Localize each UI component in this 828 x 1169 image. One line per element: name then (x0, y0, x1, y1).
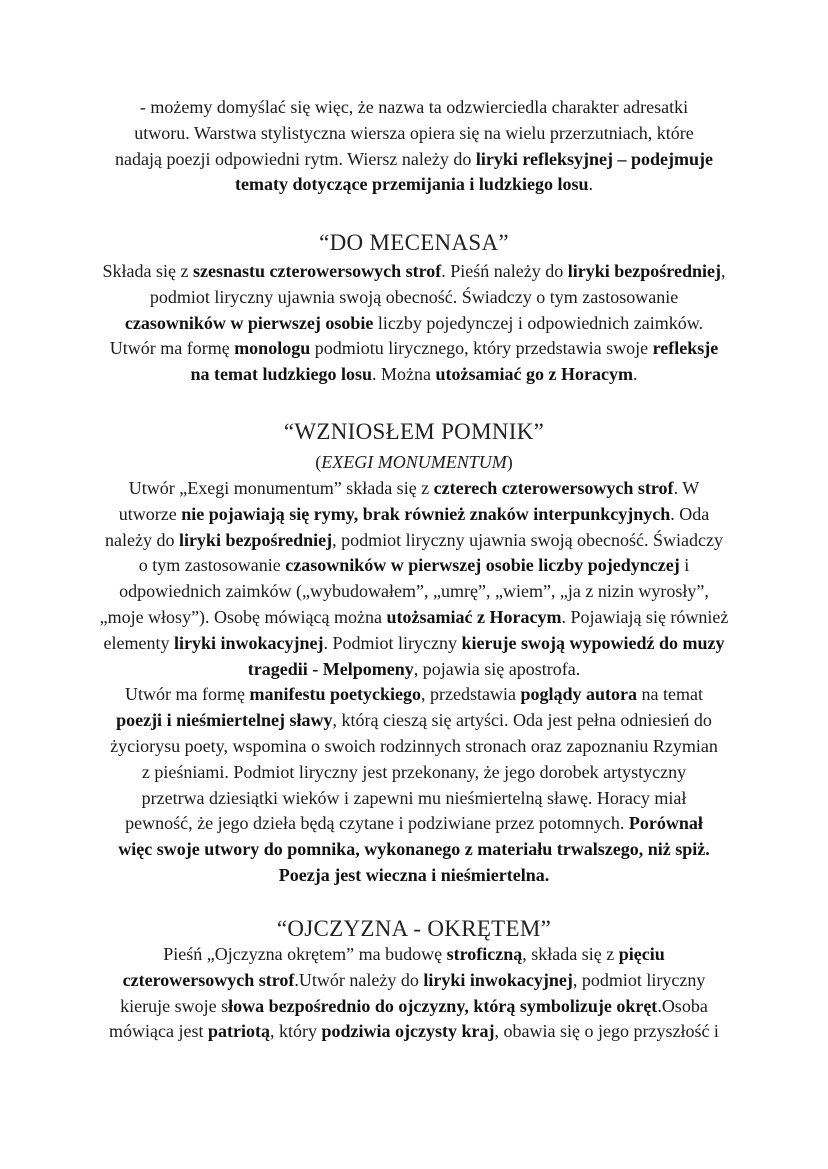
bold-text: liryki bezpośredniej (178, 529, 333, 550)
bold-text: czasowników w pierwszej osobie (124, 312, 374, 333)
bold-text: utożsamiać z Horacym (386, 606, 562, 627)
text: Pieśń „Ojczyzna okrętem” ma budowę (163, 944, 447, 964)
text: z pieśniami. Podmiot liryczny jest przekonany, że jego dorobek artystyczny (141, 761, 687, 782)
subtitle-text: EXEGI MONUMENTUM (321, 452, 507, 472)
text: przetrwa dziesiątki wieków i zapewni mu nieśmiertelną sławę. Horacy miał (141, 787, 687, 808)
text: , który (270, 1021, 322, 1042)
section-heading-ojczyzna-okretem: “OJCZYZNA - OKRĘTEM” (276, 916, 552, 941)
text: o tym zastosowanie (138, 555, 286, 576)
text: życiorysu poety, wspomina o swoich rodzinnych stronach oraz zapoznaniu Rzymian (110, 735, 718, 756)
text: utworu. Warstwa stylistyczna wiersza opiera się na wielu przerzutniach, które (134, 122, 694, 143)
bold-text: refleksje (652, 338, 719, 359)
text-line (0, 631, 828, 657)
text-line (0, 863, 828, 889)
text: , przedstawia (420, 684, 521, 705)
bold-text: Porównał (628, 813, 703, 834)
bold-text: utożsamiać go z Horacym (435, 364, 633, 385)
bold-text: liryki inwokacyjnej (173, 632, 324, 653)
bold-text: nie pojawiają się rymy, brak również znaków interpunkcyjnych (181, 503, 671, 524)
text: . Oda (670, 503, 710, 524)
text: , podmiot liryczny (572, 969, 706, 990)
text-line (0, 476, 828, 502)
text-line (0, 362, 828, 388)
text: , obawia się o jego przyszłość i (494, 1021, 719, 1042)
text-line (0, 95, 828, 121)
text: . Pojawiają się również (561, 606, 729, 627)
text-line (0, 311, 828, 337)
text-line (0, 605, 828, 631)
text: nadają poezji odpowiedni rytm. Wiersz należy do (115, 148, 476, 169)
text: Składa się z (102, 261, 194, 281)
do-mecenasa-paragraph (0, 259, 828, 388)
text: , (720, 261, 726, 281)
text-line (0, 708, 828, 734)
text: , pojawia się apostrofa. (413, 658, 581, 679)
text: odpowiednich zaimków („wybudowałem”, „umrę”, „wiem”, „ja z nizin wyrosły”, (119, 581, 709, 602)
text: . W (673, 478, 700, 498)
text: podmiot liryczny ujawnia swoją obecność. Świadczy o tym zastosowanie (149, 286, 679, 307)
text: mówiąca jest (109, 1021, 209, 1042)
wznioslem-pomnik-paragraph (0, 476, 828, 889)
text-line (0, 1019, 828, 1045)
text: , którą cieszą się artyści. Oda jest pełna odniesień do (332, 710, 712, 731)
text: elementy (103, 632, 174, 653)
bold-text: czasowników w pierwszej osobie liczby pojedynczej (285, 555, 680, 576)
bold-text: liryki inwokacyjnej (423, 969, 573, 990)
text-line (0, 553, 828, 579)
bold-text: łowa bezpośrednio do ojczyzny, którą symbolizuje okręt (228, 995, 658, 1016)
text-line (0, 172, 828, 198)
bold-text: kieruje swoją wypowiedź do muzy (461, 632, 725, 653)
text: kieruje swoje s (120, 995, 229, 1016)
text: podmiotu lirycznego, który przedstawia swoje (310, 338, 653, 359)
text-line (0, 760, 828, 786)
text-line (0, 259, 828, 285)
text: utworze (118, 503, 182, 524)
text-line (0, 994, 828, 1020)
text: należy do (104, 529, 179, 550)
text: , podmiot liryczny ujawnia swoją obecność. Świadczy (332, 529, 724, 550)
text-line (0, 657, 828, 683)
bold-text: czterech czterowersowych strof (433, 478, 674, 498)
section-heading-do-mecenasa: “DO MECENASA” (319, 230, 509, 255)
section-heading-wznioslem-pomnik: “WZNIOSŁEM POMNIK” (283, 419, 545, 444)
text: . Pieśń należy do (441, 261, 568, 281)
text-line (0, 528, 828, 554)
text-line (0, 734, 828, 760)
bold-text: tematy dotyczące przemijania i ludzkiego losu (235, 174, 589, 195)
text: „moje włosy”). Osobę mówiącą można (99, 606, 387, 627)
text-line (0, 336, 828, 362)
bold-text: na temat ludzkiego losu (190, 364, 373, 385)
subtitle-paren-open: ( (315, 452, 322, 472)
bold-text: pięciu (618, 944, 665, 964)
bold-text: poezji i nieśmiertelnej sławy (116, 710, 333, 731)
bold-text: podziwia ojczysty kraj (321, 1021, 495, 1042)
text-line (0, 968, 828, 994)
text-line (0, 811, 828, 837)
text-line (0, 682, 828, 708)
text-line (0, 285, 828, 311)
bold-text: tragedii - Melpomeny (247, 658, 414, 679)
text: Utwór ma formę (125, 684, 250, 705)
section-subheading-exegi-monumentum (0, 449, 828, 475)
text: Utwór ma formę (109, 338, 235, 359)
text: Utwór „Exegi monumentum” składa się z (128, 478, 434, 498)
bold-text: szesnastu czterowersowych strof (193, 261, 442, 281)
text-line (0, 837, 828, 863)
text-line (0, 579, 828, 605)
text: pewność, że jego dzieła będą czytane i podziwiane przez potomnych. (125, 813, 629, 834)
text: .Utwór należy do (294, 969, 424, 990)
bold-text: liryki refleksyjnej – podejmuje (475, 148, 713, 169)
text-line (0, 502, 828, 528)
text: .Osoba (657, 995, 708, 1016)
text: , składa się z (522, 944, 619, 964)
bold-text: poglądy autora (520, 684, 637, 705)
text-line (0, 147, 828, 173)
bold-text: manifestu poetyckiego (249, 684, 421, 705)
text: - możemy domyślać się więc, że nazwa ta odzwierciedla charakter adresatki (139, 97, 689, 117)
text: i (679, 555, 690, 576)
bold-text: liryki bezpośredniej (567, 261, 721, 281)
bold-text: czterowersowych strof (122, 969, 295, 990)
bold-text: patriotą (208, 1021, 271, 1042)
bold-text: monologu (234, 338, 311, 359)
bold-text: stroficzną (446, 944, 523, 964)
bold-text: więc swoje utwory do pomnika, wykonanego z materiału trwalszego, niż spiż. (118, 839, 710, 860)
subtitle-paren-close: ) (506, 452, 513, 472)
ojczyzna-okretem-paragraph (0, 942, 828, 1045)
text-line (0, 786, 828, 812)
text-line (0, 121, 828, 147)
text: na temat (636, 684, 703, 705)
text: liczby pojedynczej i odpowiednich zaimków. (373, 312, 704, 333)
bold-text: Poezja jest wieczna i nieśmiertelna. (278, 864, 550, 885)
text-line (0, 942, 828, 968)
text: . Podmiot liryczny (323, 632, 462, 653)
text: . (632, 364, 638, 385)
text: . (588, 174, 593, 195)
text: . Można (372, 364, 436, 385)
intro-paragraph (0, 95, 828, 198)
